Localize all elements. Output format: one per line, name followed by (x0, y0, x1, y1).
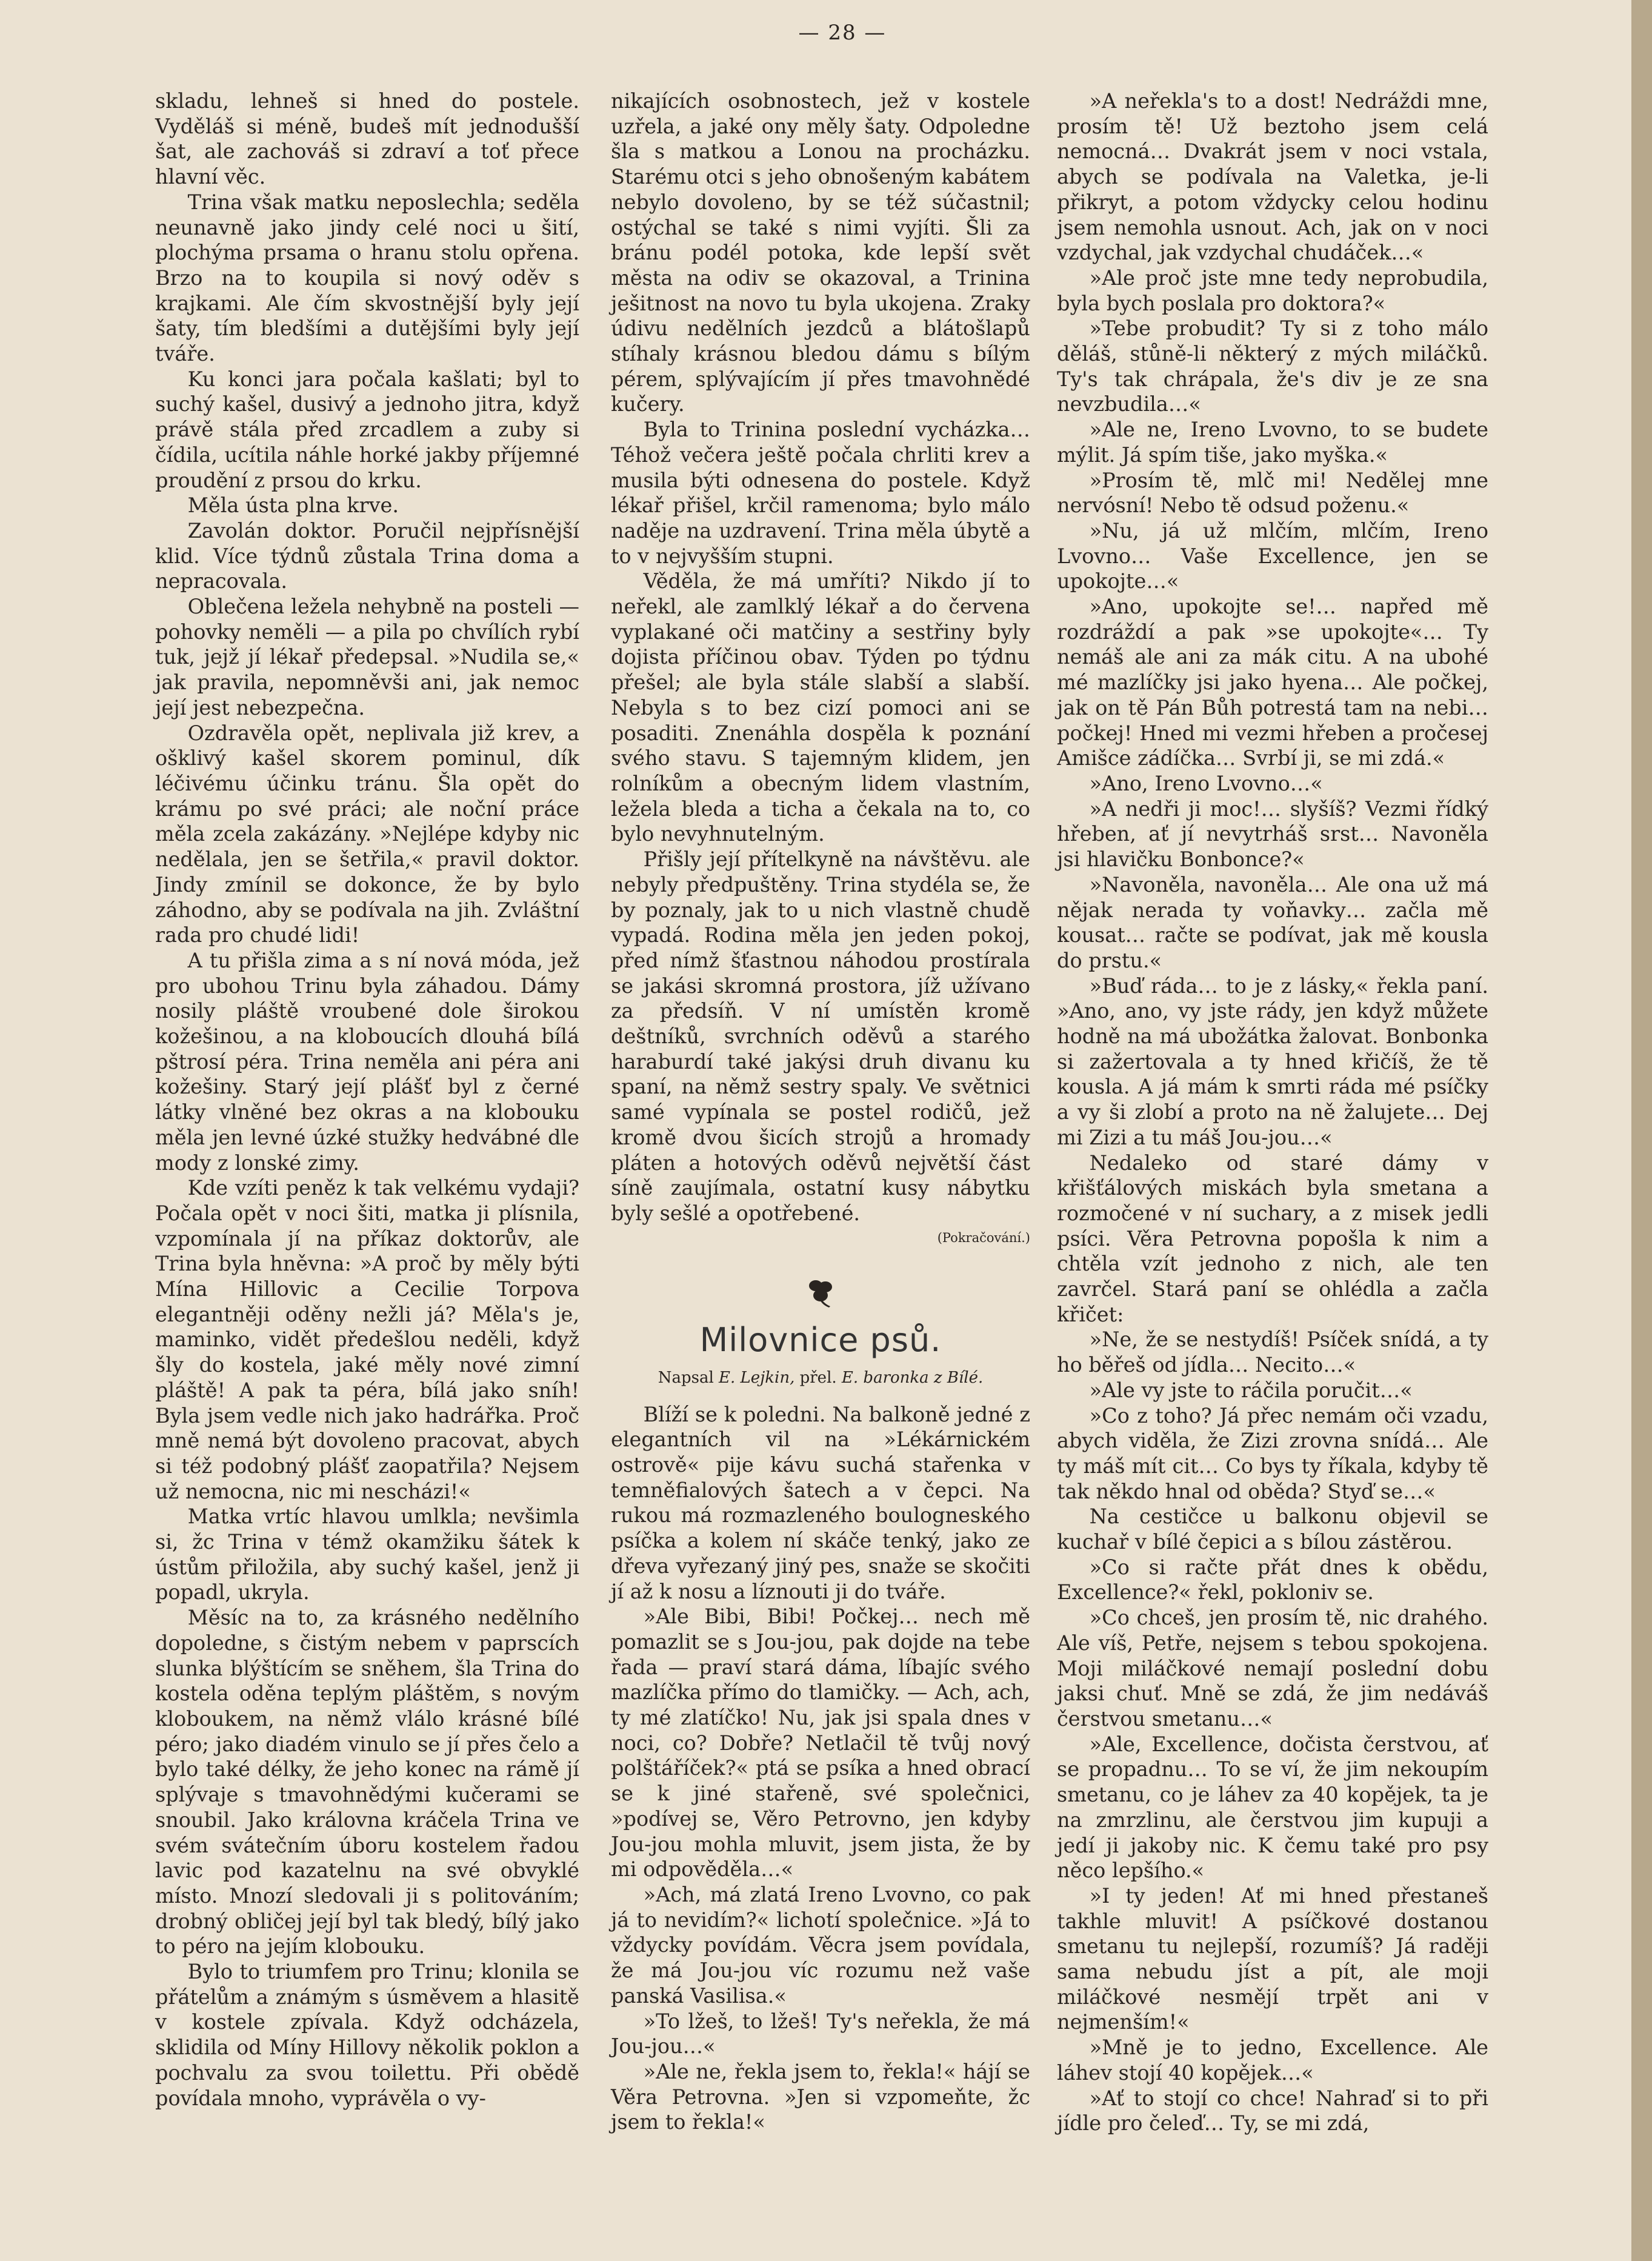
paragraph: »Buď ráda… to je z lásky,« řekla paní. »Ano, ano, vy jste rády, jen když můžete hodně na má ubožátka žalovat. Bonbonka si zažertovala a ty hned křičíš, že tě kousla. A já mám k smrti ráda mé psíčky a vy ši zlobí a proto na ně žalujete… Dej mi Zizi a tu máš Jou-jou…« (1057, 974, 1488, 1149)
paragraph: Přišly její přítelkyně na návštěvu. ale nebyly předpuštěny. Trina stydéla se, že by poznaly, jak to u nich vlastně chudě vypadá. Rodina měla jen jeden pokoj, před nímž šťastnou náhodou prostírala se jakási skromná prostora, jíž užívano za předsíň. V ní umístěn kromě deštníků, svrchních oděvů a starého haraburdí také jakýsi druh divanu ku spaní, na němž sestry spaly. Ve světnici samé vypínala se postel rodičů, jež kromě dvou šicích strojů a hromady pláten a hotových oděvů největší část síně zaujímala, ostatní kusy nábytku byly sešlé a opotřebené. (611, 847, 1030, 1225)
byline-mid: přel. (799, 1368, 837, 1387)
paragraph: »Co si račte přát dnes k obědu, Excellence?« řekl, pokloniv se. (1057, 1555, 1488, 1605)
paragraph: Měla ústa plna krve. (187, 493, 399, 518)
paragraph: A tu přišla zima a s ní nová móda, jež pro ubohou Trinu byla záhadou. Dámy nosily pláště vroubené dole širokou kožešinou, a na kloboucích dlouhá bílá pštrosí péra. Trina neměla ani péra ani kožešiny. Starý její plášť byl z černé látky vlněné bez okras a na klobouku měla jen levné úzké stužky hedvábné dle mody z lonské zimy. (155, 948, 579, 1175)
page-number: — 28 — (798, 21, 887, 45)
paragraph: »Ale ne, řekla jsem to, řekla!« hájí se Věra Petrovna. »Jen si vzpomeňte, žc jsem to řekla!« (611, 2059, 1030, 2134)
paragraph: Na cestičce u balkonu objevil se kuchař v bílé čepici a s bílou zástěrou. (1057, 1505, 1488, 1554)
paragraph: »I ty jeden! Ať mi hned přestaneš takhle mluvit! A psíčkové dostanou smetanu tu nejlepší, rozumíš? Já raději sama nebudu jíst a pít, ale moji miláčkové nesmějí trpět ani v nejmenším!« (1057, 1883, 1488, 2034)
column-right (1057, 89, 1488, 2136)
paragraph: »Ano, upokojte se!… napřed mě rozdráždí a pak »se upokojte«… Ty nemáš ale ani za mák citu. A na ubohé mé mazlíčky jsi jako hyena… Ale počkej, jak on tě Pán Bůh potrestá tam na nebi… počkej! Hned mi vezmi hřeben a pročesej Amišce zádíčka… Svrbí ji, se mi zdá.« (1057, 595, 1488, 770)
paragraph: »To lžeš, to lžeš! Ty's neřekla, že má Jou-jou…« (611, 2009, 1030, 2059)
paragraph: »Nu, já už mlčím, mlčím, Ireno Lvovno… Vaše Excellence, jen se upokojte…« (1057, 518, 1488, 593)
paragraph: »Ano, Ireno Lvovno…« (1089, 771, 1323, 795)
paragraph: »Co z toho? Já přec nemám oči vzadu, abych viděla, že Zizi zrovna snídá… Ale ty máš mít cit… Co bys ty říkala, kdyby tě tak někdo hnal od oběda? Styď se…« (1057, 1403, 1488, 1503)
paragraph: »Ale ne, Ireno Lvovno, to se budete mýlit. Já spím tiše, jako myška.« (1057, 418, 1488, 467)
paragraph: Bylo to triumfem pro Trinu; klonila se přátelům a známým s úsměvem a hlasitě v kostele zpívala. Když odcházela, sklidila od Míny Hillovy několik poklon a pochvalu za svou toilettu. Při obědě povídala mnoho, vyprávěla o vy- (155, 1960, 579, 2110)
paragraph: nikajících osobnostech, jež v kostele uzřela, a jaké ony měly šaty. Odpoledne šla s matkou a Lonou na procházku. Starému otci s jeho obnošeným kabátem nebylo dovoleno, by se též súčastnil; ostýchal se také s nimi vyjíti. Šli za bránu podél potoka, kde lepší svět města na odiv se okazoval, a Trinina ješitnost na novo tu byla ukojena. Zraky údivu nedělních jezdců a blátošlapů stíhaly krásnou bledou dámu s bílým pérem, splývajícím jí přes tmavohnědé kučery. (611, 89, 1030, 416)
paragraph: »A nedři ji moc!… slyšíš? Vezmi řídký hřeben, ať jí nevytrháš srst… Navoněla jsi hlavičku Bonbonce?« (1057, 797, 1488, 872)
paragraph: Zavolán doktor. Poručil nejpřísnější klid. Více týdnů zůstala Trina doma a nepracovala. (155, 518, 579, 593)
paragraph: Trina však matku neposlechla; seděla neunavně jako jindy celé noci u šití, plochýma prsama o hranu stolu opřena. Brzo na to koupila si nový oděv s krajkami. Ale čím skvostnější byly její šaty, tím bledšími a dutějšími byly její tváře. (155, 190, 579, 366)
paragraph: Oblečena ležela nehybně na posteli — pohovky neměli — a pila po chvílích rybí tuk, jejž jí lékař předepsal. »Nudila se,« jak pravila, nepomněvši ani, jak nemoc její jest nebezpečna. (155, 595, 579, 720)
paragraph: »Ale proč jste mne tedy neprobudila, byla bych poslala pro doktora?« (1057, 266, 1488, 315)
paragraph: »Mně je to jedno, Excellence. Ale láhev stojí 40 kopějek…« (1057, 2036, 1488, 2085)
column-left (155, 89, 579, 2111)
paragraph: Byla to Trinina poslední vycházka… Téhož večera ještě počala chrliti krev a musila býti odnesena do postele. Když lékař přišel, krčil ramenoma; bylo málo naděje na uzdravení. Trina měla úbytě a to v nejvyšším stupni. (611, 418, 1030, 568)
paragraph: »Ale, Excellence, dočista čerstvou, ať se propadnu… To se ví, že jim nekoupím smetanu, co je láhev za 40 kopějek, ta je na zmrzlinu, ale čerstvou jim kupuji a jedí ji jakoby nic. K čemu také pro psy něco lepšího.« (1057, 1732, 1488, 1883)
paragraph: Měsíc na to, za krásného nedělního dopoledne, s čistým nebem v paprscích slunka blýštícím se sněhem, šla Trina do kostela oděna teplým pláštěm, s novým kloboukem, na němž vlálo krásné bílé péro; jako diadém vinulo se jí přes čelo a bylo také délky, že jeho konec na rámě jí splývaje s tmavohnědými kučerami se snoubil. Jako královna kráčela Trina ve svém svátečním úboru kostelem řadou lavic pod kazatelnu na své obvyklé místo. Mnozí sledovali ji s politováním; drobný obličej její byl tak bledý, bílý jako to péro na jejím klobouku. (155, 1606, 579, 1959)
paragraph: Blíží se k poledni. Na balkoně jedné z elegantních vil na »Lékárnickém ostrově« pije kávu suchá stařenka v temněfialových šatech a v čepci. Na rukou má rozmazleného boulogneského psíčka a kolem ní skáče tenký, jako ze dřeva vyřezaný jiný pes, snaže se skočiti jí až k nosu a líznouti ji do tváře. (611, 1402, 1030, 1603)
story-title: Milovnice psů. (699, 1320, 942, 1359)
byline-author: E. Lejkin, (719, 1368, 795, 1387)
paragraph: Kde vzíti peněz k tak velkému vydaji? Počala opět v noci šiti, matka ji plísnila, vzpomínala jí na příkaz doktorův, ale Trina byla hněvna: »A proč by měly býti Mína Hillovic a Cecilie Torpova elegantněji oděny nežli já? Měla's je, maminko, vidět předešlou neděli, když šly do kostela, jaké měly nové zimní pláště! A pak ta péra, bílá jako sníh! Byla jsem vedle nich jako hadrářka. Proč mně nemá být dovoleno pracovat, abych si též podobný plášť zaopatřila? Nejsem už nemocna, nic mi nescházi!« (155, 1176, 579, 1503)
paragraph: »Ne, že se nestydíš! Psíček snídá, a ty ho běřeš od jídla… Necito…« (1057, 1328, 1488, 1377)
column-middle (611, 89, 1030, 2135)
paragraph: »Navoněla, navoněla… Ale ona už má nějak nerada ty voňavky… začla mě kousat… račte se podívat, jak mě kousla do prstu.« (1057, 872, 1488, 972)
paragraph: Ozdravěla opět, neplivala již krev, a ošklivý kašel skorem pominul, dík léčivému účinku tránu. Šla opět do krámu po své práci; ale noční práce měla zcela zakázány. »Nejlépe kdyby nic nedělala, jen se šetřila,« pravil doktor. Jindy zmínil se dokonce, že by bylo záhodno, aby se podívala na jih. Zvláštní rada pro chudé lidi! (155, 721, 579, 947)
paragraph: Věděla, že má umříti? Nikdo jí to neřekl, ale zamlklý lékař a do červena vyplakané oči matčiny a sestřiny byly dojista příčinou obav. Týden po týdnu přešel; ale byla stále slabší a slabší. Nebyla s to bez cizí pomoci ani se posaditi. Znenáhla dospěla k poznání svého stavu. S tajemným klidem, jen rolníkům a obecným lidem vlastním, ležela bleda a ticha a čekala na to, co bylo nevyhnutelným. (611, 569, 1030, 846)
byline-prefix: Napsal (658, 1368, 714, 1387)
paragraph: Ku konci jara počala kašlati; byl to suchý kašel, dusivý a jednoho jitra, když právě stála před zrcadlem a zuby si čídila, ucítila náhle horké jakby příjemné proudění z prsou do krku. (155, 367, 579, 492)
paragraph: »Co chceš, jen prosím tě, nic drahého. Ale víš, Petře, nejsem s tebou spokojena. Moji miláčkové nemají poslední dobu jaksi chuť. Mně se zdá, že jim nedáváš čerstvou smetanu…« (1057, 1606, 1488, 1731)
paragraph: »Ale Bibi, Bibi! Počkej… nech mě pomazlit se s Jou-jou, pak dojde na tebe řada — praví stará dáma, líbajíc svého mazlíčka přímo do tlamičky. — Ach, ach, ty mé zlatíčko! Nu, jak jsi spala dnes v noci, co? Dobře? Netlačil tě tvůj nový polštáříček?« ptá se psíka a hned obrací se k jiné stařeně, své společnici, »podívej se, Věro Petrovno, jen kdyby Jou-jou mohla mluvit, jsem jista, že by mi odpověděla…« (611, 1605, 1030, 1882)
paragraph: »Tebe probudit? Ty si z toho málo děláš, stůně-li některý z mých miláčků. Ty's tak chrápala, že's div je ze sna nevzbudila…« (1057, 316, 1488, 416)
paragraph: »Ach, má zlatá Ireno Lvovno, co pak já to nevidím?« lichotí společnice. »Já to vždycky povídám. Věcra jsem povídala, že má Jou-jou víc rozumu než vaše panská Vasilisa.« (611, 1883, 1030, 2008)
paragraph: Matka vrtíc hlavou umlkla; nevšimla si, žc Trina v témž okamžiku šátek k ústům přiložila, aby suchý kašel, jenž ji popadl, ukryla. (155, 1505, 579, 1605)
paragraph: »Ale vy jste to ráčila poručit…« (1089, 1378, 1413, 1402)
leaf-ornament-icon (802, 1274, 839, 1310)
paragraph: »A neřekla's to a dost! Nedráždi mne, prosím tě! Už beztoho jsem celá nemocná… Dvakrát jsem v noci vstala, abych se podívala na Valetka, je-li přikryt, a potom vždycky celou hodinu jsem nemohla usnout. Ach, jak on v noci vzdychal, jak vzdychal chudáček…« (1057, 89, 1488, 265)
continued-note: (Pokračování.) (937, 1230, 1030, 1245)
byline (611, 1367, 1030, 1389)
byline-translator: E. baronka z Bílé. (841, 1368, 984, 1387)
paragraph: »Prosím tě, mlč mi! Nedělej mne nervósní! Nebo tě odsud poženu.« (1057, 468, 1488, 518)
paragraph: Nedaleko od staré dámy v křišťálových miskách byla smetana a rozmočené v ní suchary, a z misek jedli psíci. Věra Petrovna popošla k nim a chtěla vzít jednoho z nich, ale ten zavrčel. Stará paní se ohlédla a začla křičet: (1057, 1151, 1488, 1326)
paragraph: skladu, lehneš si hned do postele. Vyděláš si méně, budeš mít jednodušší šat, ale zachováš si zdraví a toť přece hlavní věc. (155, 89, 579, 189)
paragraph: »Ať to stojí co chce! Nahraď si to při jídle pro čeleď… Ty, se mi zdá, (1057, 2086, 1488, 2136)
